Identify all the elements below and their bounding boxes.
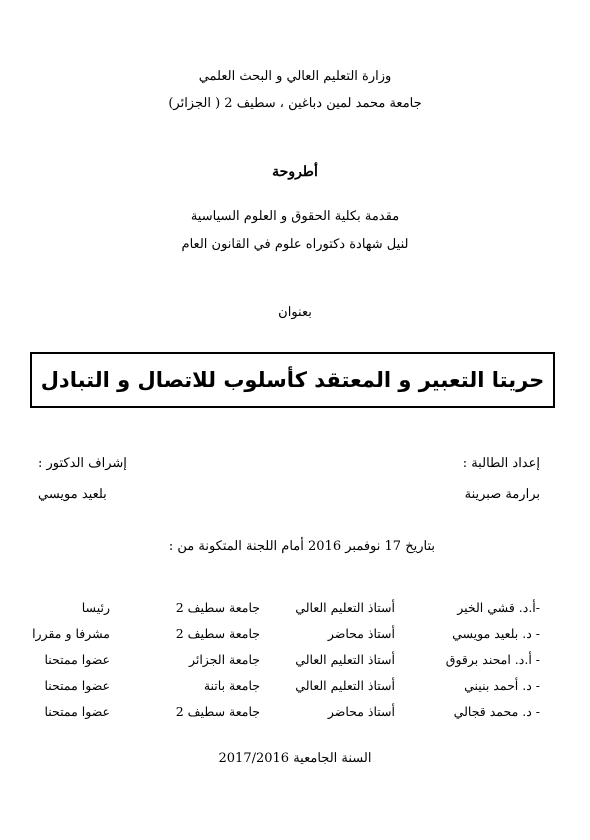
member-university: جامعة سطيف 2	[175, 600, 260, 615]
member-name: - د. أحمد بنيني	[464, 678, 540, 693]
member-role: عضوا ممتحنا	[44, 652, 110, 667]
supervisor-name: بلعيد مويسي	[38, 487, 107, 502]
committee-row	[0, 702, 590, 722]
member-university: جامعة سطيف 2	[175, 626, 260, 641]
supervisor-label: إشراف الدكتور :	[38, 456, 127, 471]
member-rank: أستاذ التعليم العالي	[295, 652, 395, 667]
member-university: جامعة باتنة	[203, 678, 260, 693]
university-line: جامعة محمد لمين دباغين ، سطيف 2 ( الجزائر)	[168, 96, 422, 111]
student-name: برارمة صبرينة	[464, 487, 540, 502]
committee-row	[0, 650, 590, 670]
ministry-line: وزارة التعليم العالي و البحث العلمي	[198, 69, 392, 84]
thesis-label: أطروحة	[272, 164, 318, 180]
committee-row	[0, 676, 590, 696]
member-rank: أستاذ التعليم العالي	[295, 600, 395, 615]
member-role: عضوا ممتحنا	[44, 704, 110, 719]
committee-row	[0, 624, 590, 644]
committee-row	[0, 598, 590, 618]
faculty-line: مقدمة بكلية الحقوق و العلوم السياسية	[190, 209, 400, 224]
academic-year: السنة الجامعية 2017/2016	[218, 751, 372, 766]
member-role: مشرفا و مقررا	[32, 626, 110, 641]
member-name: -أ.د. قشي الخير	[457, 600, 540, 615]
member-name: - أ.د. امحند برقوق	[445, 652, 540, 667]
member-university: جامعة الجزائر	[188, 652, 260, 667]
titled-label: بعنوان	[278, 305, 312, 320]
thesis-title: حريتا التعبير و المعتقد كأسلوب للاتصال و التبادل	[40, 368, 545, 392]
member-name: - د. بلعيد مويسي	[452, 626, 540, 641]
member-rank: أستاذ محاضر	[327, 626, 395, 641]
member-rank: أستاذ محاضر	[327, 704, 395, 719]
member-role: عضوا ممتحنا	[44, 678, 110, 693]
degree-line: لنيل شهادة دكتوراه علوم في القانون العام	[181, 237, 409, 252]
member-university: جامعة سطيف 2	[175, 704, 260, 719]
member-role: رئيسا	[81, 600, 110, 615]
member-name: - د. محمد قجالي	[453, 704, 540, 719]
defense-date-line: بتاريخ 17 نوفمبر 2016 أمام اللجنة المتكونة من :	[168, 539, 435, 554]
student-label: إعداد الطالبة :	[462, 456, 540, 471]
thesis-title-box	[30, 352, 555, 408]
member-rank: أستاذ التعليم العالي	[295, 678, 395, 693]
